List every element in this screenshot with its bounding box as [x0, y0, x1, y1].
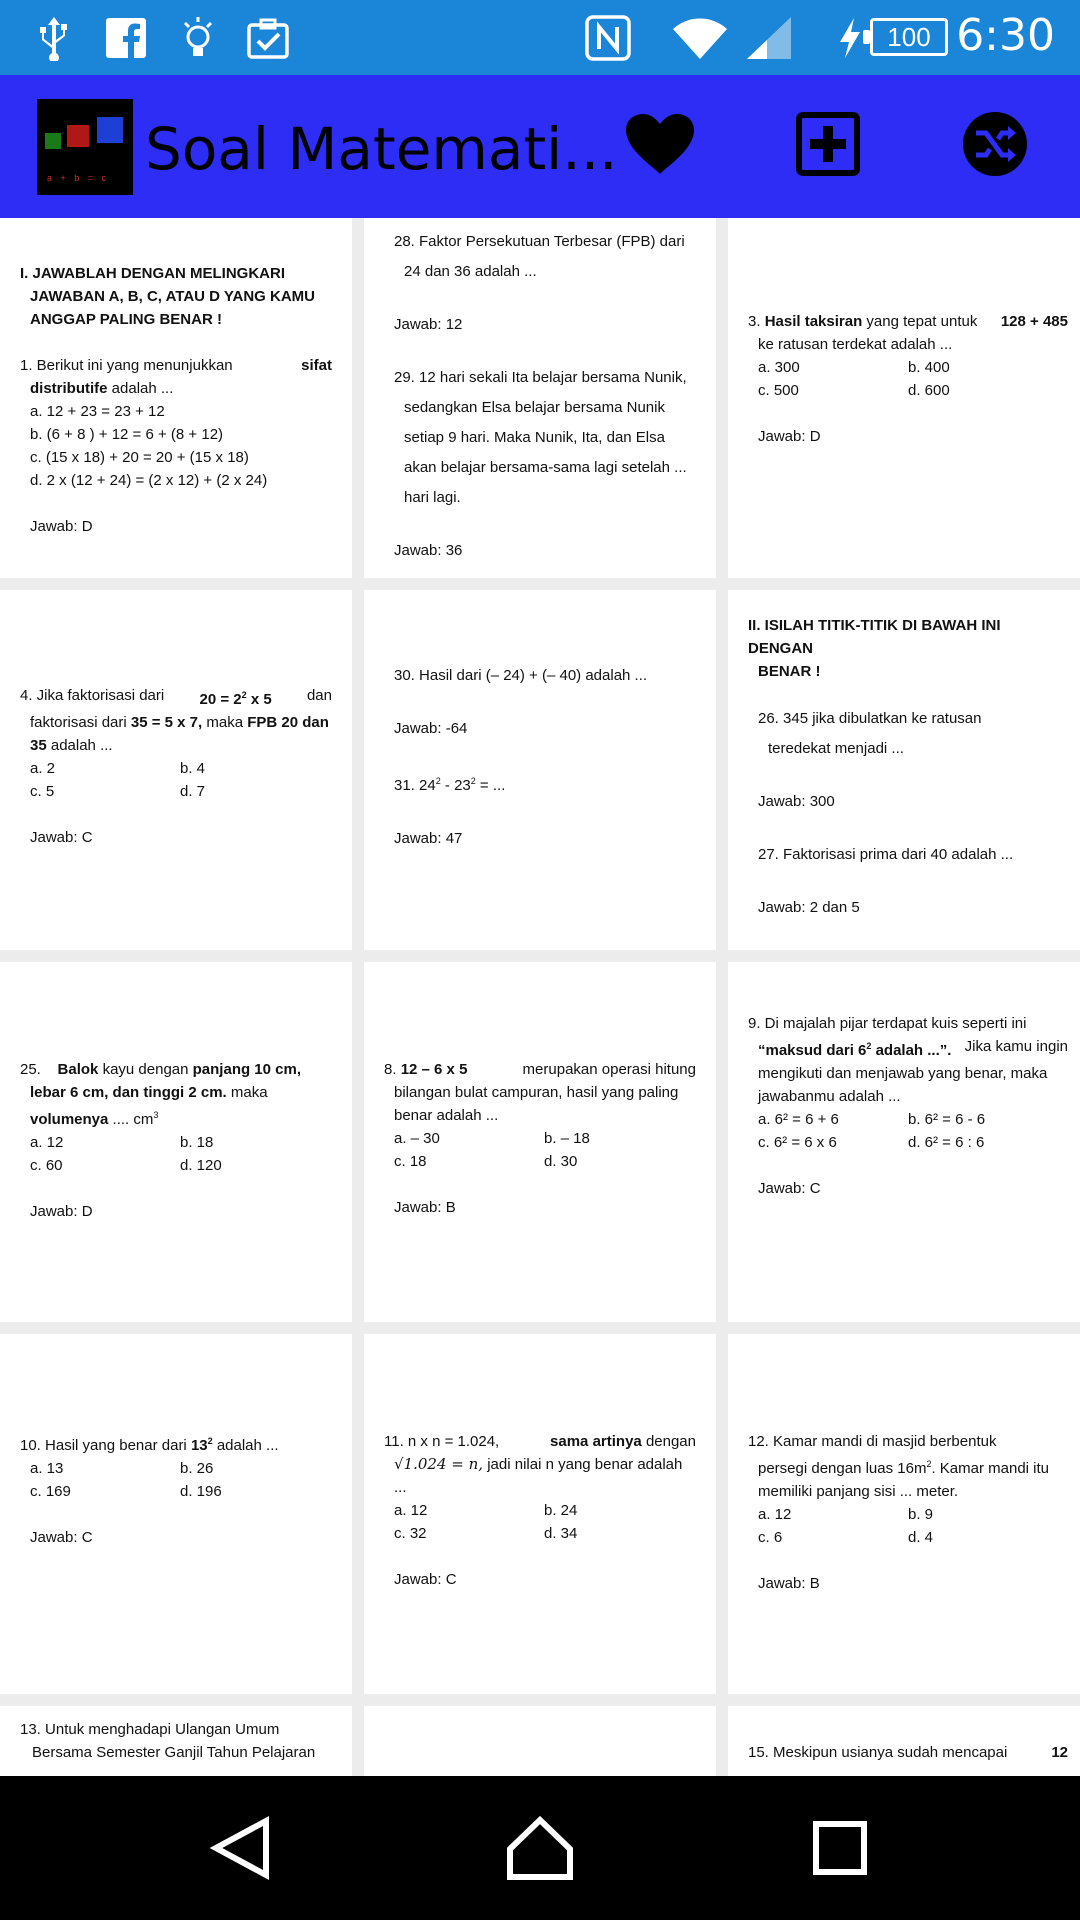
section-heading-line2: BENAR !: [758, 663, 821, 680]
navigation-bar: [0, 1776, 1080, 1920]
question-card-4[interactable]: [0, 590, 352, 950]
answer: Jawab: B: [758, 1575, 820, 1592]
question-text: persegi dengan luas 16m: [758, 1460, 927, 1477]
battery-indicator: [870, 18, 948, 56]
question-text: yang tepat untuk: [866, 313, 978, 330]
question-card-1[interactable]: [0, 218, 352, 578]
question-text-bold: 12 – 6 x 5: [400, 1061, 468, 1078]
question-grid[interactable]: [0, 218, 1080, 1776]
question-text: 31. 24: [394, 777, 436, 794]
option-c: c. 5: [30, 783, 55, 800]
question-text: bilangan bulat campuran, hasil yang paling: [394, 1084, 679, 1101]
question-text: 4. Jika faktorisasi dari: [20, 687, 165, 704]
option-b: b. – 18: [544, 1130, 590, 1147]
usb-icon: [34, 14, 74, 62]
answer: Jawab: C: [30, 1529, 93, 1546]
option-a: a. 6² = 6 + 6: [758, 1111, 839, 1128]
question-text: maka: [206, 714, 244, 731]
question-card-13[interactable]: [0, 1706, 352, 1776]
question-text-bold: volumenya: [30, 1111, 109, 1128]
question-number: 8.: [384, 1061, 397, 1078]
option-d: d. 2 x (12 + 24) = (2 x 12) + (2 x 24): [30, 472, 268, 489]
question-text-bold: lebar 6 cm, dan tinggi 2 cm.: [30, 1084, 227, 1101]
option-c: c. 32: [394, 1525, 427, 1542]
question-text: 10. Hasil yang benar dari: [20, 1437, 187, 1454]
favorite-button[interactable]: [620, 99, 700, 189]
home-button[interactable]: [495, 1806, 585, 1890]
question-text-bold: 20 = 2: [199, 691, 242, 708]
question-text: 11. n x n = 1.024,: [384, 1433, 500, 1450]
option-d: d. 7: [180, 783, 206, 800]
option-c: c. 169: [30, 1483, 71, 1500]
question-text: - 23: [440, 777, 471, 794]
superscript: 2: [866, 1041, 872, 1051]
option-c: c. 60: [30, 1157, 63, 1174]
option-c: c. 6² = 6 x 6: [758, 1134, 837, 1151]
question-25: [20, 1058, 332, 1223]
add-button[interactable]: [788, 99, 868, 189]
answer: Jawab: C: [758, 1180, 821, 1197]
section-two: [748, 614, 1068, 919]
question-text: mengikuti dan menjawab yang benar, maka: [758, 1065, 1048, 1082]
option-c: c. 18: [394, 1153, 427, 1170]
question-29-text: 29. 12 hari sekali Ita belajar bersama Nunik,: [394, 369, 687, 386]
question-text: 15. Meskipun usianya sudah mencapai: [748, 1744, 1008, 1761]
back-button[interactable]: [196, 1806, 286, 1890]
answer: Jawab: 2 dan 5: [758, 899, 860, 916]
answer: Jawab: D: [758, 428, 821, 445]
add-box-icon: [796, 112, 860, 176]
question-number: 25.: [20, 1061, 41, 1078]
section-heading: II. ISILAH TITIK-TITIK DI BAWAH INI DENGAN: [748, 617, 1001, 657]
question-text: 24 dan 36 adalah ...: [404, 263, 537, 280]
option-d: d. 30: [544, 1153, 578, 1170]
question-text: Bersama Semester Ganjil Tahun Pelajaran: [32, 1744, 316, 1761]
back-icon: [208, 1815, 274, 1881]
question-text: Jika kamu ingin: [964, 1038, 1068, 1055]
option-c: c. 500: [758, 382, 799, 399]
question-text: teredekat menjadi ...: [768, 740, 904, 757]
question-text: . Kamar mandi itu: [931, 1460, 1050, 1477]
signal-icon: [744, 14, 794, 62]
question-text: 1. Berikut ini yang menunjukkan: [20, 357, 233, 374]
question-card-3[interactable]: [728, 218, 1080, 578]
section-heading-line3: ANGGAP PALING BENAR !: [30, 311, 222, 328]
question-text-bold: distributife: [30, 380, 108, 397]
question-text: ke ratusan terdekat adalah ...: [758, 336, 953, 353]
option-b: b. 26: [180, 1460, 214, 1477]
option-a: a. – 30: [394, 1130, 440, 1147]
heart-icon: [624, 112, 696, 176]
option-c: c. 6: [758, 1529, 783, 1546]
question-card-2[interactable]: [364, 218, 716, 578]
question-text: dan: [306, 687, 332, 704]
option-a: a. 12: [394, 1502, 428, 1519]
question-9: [748, 1012, 1068, 1200]
question-15: [748, 1741, 1068, 1764]
question-text-bold: adalah ...”.: [871, 1042, 952, 1059]
question-card-14[interactable]: [364, 1706, 716, 1776]
status-bar: [0, 0, 1080, 75]
answer: Jawab: B: [394, 1199, 456, 1216]
answer: Jawab: C: [30, 829, 93, 846]
action-bar: [0, 75, 1080, 218]
question-text: maka: [230, 1084, 268, 1101]
option-d: d. 120: [180, 1157, 222, 1174]
answer: Jawab: D: [30, 518, 93, 535]
option-a: a. 2: [30, 760, 56, 777]
superscript: 3: [153, 1110, 159, 1120]
question-text: kayu dengan: [102, 1061, 189, 1078]
lightbulb-icon: [180, 14, 216, 62]
superscript: 2: [926, 1459, 932, 1469]
question-12: [748, 1430, 1068, 1595]
question-text: jadi nilai n yang benar adalah ...: [394, 1456, 683, 1496]
clock: 6:30: [956, 10, 1055, 61]
question-card-9[interactable]: [728, 962, 1080, 1322]
question-text-bold: panjang 10 cm,: [192, 1061, 302, 1078]
question-card-5[interactable]: [364, 590, 716, 950]
app-logo: [37, 99, 133, 195]
question-1: [20, 262, 332, 538]
nfc-icon: [584, 14, 632, 62]
question-26-text: 26. 345 jika dibulatkan ke ratusan: [758, 710, 982, 727]
question-card-10[interactable]: [0, 1334, 352, 1694]
question-13: [20, 1718, 332, 1764]
option-a: a. 13: [30, 1460, 64, 1477]
question-8: [384, 1058, 696, 1219]
question-text: memiliki panjang sisi ... meter.: [758, 1483, 959, 1500]
app-title: Soal Matemati...: [145, 115, 618, 183]
question-text-bold: 35 = 5 x 7,: [130, 714, 203, 731]
answer: Jawab: 36: [394, 542, 463, 559]
question-text: jawabanmu adalah ...: [758, 1088, 901, 1105]
question-text: 13. Untuk menghadapi Ulangan Umum: [20, 1721, 280, 1738]
option-b: b. 9: [908, 1506, 934, 1523]
question-text: dengan: [645, 1433, 696, 1450]
question-text-bold: x 5: [250, 691, 272, 708]
question-text-bold: 128 + 485: [1000, 313, 1068, 330]
question-text: hari lagi.: [404, 489, 461, 506]
option-d: d. 196: [180, 1483, 222, 1500]
superscript: 2: [435, 776, 441, 786]
answer: Jawab: C: [394, 1571, 457, 1588]
shuffle-icon: [962, 111, 1028, 177]
question-text: sedangkan Elsa belajar bersama Nunik: [404, 399, 665, 416]
section-heading-line2: JAWABAN A, B, C, ATAU D YANG KAMU: [30, 288, 316, 305]
question-card-11[interactable]: [364, 1334, 716, 1694]
question-text: 9. Di majalah pijar terdapat kuis seperti ini: [748, 1015, 1027, 1032]
question-30: [394, 664, 704, 850]
question-text: faktorisasi dari: [30, 714, 127, 731]
answer: Jawab: D: [30, 1203, 93, 1220]
option-d: d. 4: [908, 1529, 934, 1546]
question-text-bold: sifat: [301, 357, 332, 374]
answer: Jawab: -64: [394, 720, 468, 737]
question-text: = ...: [475, 777, 506, 794]
question-11: [384, 1430, 696, 1591]
question-text: benar adalah ...: [394, 1107, 499, 1124]
question-text-bold: 35: [30, 737, 47, 754]
question-text: 12. Kamar mandi di masjid berbentuk: [748, 1433, 997, 1450]
question-text-bold: sama artinya: [550, 1433, 642, 1450]
shuffle-button[interactable]: [955, 99, 1035, 189]
option-a: a. 12: [758, 1506, 792, 1523]
question-text-bold: “maksud dari 6: [758, 1042, 867, 1059]
question-text: 30. Hasil dari (– 24) + (– 40) adalah ...: [394, 667, 648, 684]
option-b: b. 4: [180, 760, 206, 777]
option-b: b. 6² = 6 - 6: [908, 1111, 986, 1128]
question-card-6[interactable]: [728, 590, 1080, 950]
option-a: a. 300: [758, 359, 800, 376]
superscript: 2: [207, 1436, 213, 1446]
question-card-8[interactable]: [364, 962, 716, 1322]
question-text: 28. Faktor Persekutuan Terbesar (FPB) dari: [394, 233, 685, 250]
question-text: adalah ...: [216, 1437, 279, 1454]
question-number: 3.: [748, 313, 761, 330]
option-b: b. (6 + 8 ) + 12 = 6 + (8 + 12): [30, 426, 224, 443]
option-b: b. 24: [544, 1502, 578, 1519]
question-text-bold: 12: [1051, 1744, 1068, 1761]
question-text-bold: Balok: [57, 1061, 99, 1078]
question-text: akan belajar bersama-sama lagi setelah ...: [404, 459, 687, 476]
question-text: .... cm: [112, 1111, 154, 1128]
recents-icon: [810, 1818, 870, 1878]
clipboard-check-icon: [245, 14, 291, 62]
battery-level: 100: [887, 21, 931, 52]
math-expression: √1.024 = n,: [394, 1455, 484, 1473]
option-c: c. (15 x 18) + 20 = 20 + (15 x 18): [30, 449, 249, 466]
option-b: b. 400: [908, 359, 950, 376]
question-31: [394, 770, 704, 797]
question-text: merupakan operasi hitung: [522, 1061, 696, 1078]
question-28: [394, 230, 704, 562]
answer: Jawab: 300: [758, 793, 835, 810]
answer: Jawab: 47: [394, 830, 463, 847]
recents-button[interactable]: [795, 1806, 885, 1890]
question-text-bold: 13: [190, 1437, 208, 1454]
option-a: a. 12: [30, 1134, 64, 1151]
question-text: adalah ...: [50, 737, 113, 754]
option-d: d. 34: [544, 1525, 578, 1542]
question-text-bold: FPB 20 dan: [247, 714, 329, 731]
option-d: d. 600: [908, 382, 950, 399]
option-a: a. 12 + 23 = 23 + 12: [30, 403, 165, 420]
question-text: setiap 9 hari. Maka Nunik, Ita, dan Elsa: [404, 429, 665, 446]
superscript: 2: [470, 776, 476, 786]
answer: Jawab: 12: [394, 316, 463, 333]
question-27-text: 27. Faktorisasi prima dari 40 adalah ...: [758, 846, 1014, 863]
question-3: [748, 310, 1068, 448]
question-text-bold: Hasil taksiran: [764, 313, 863, 330]
facebook-icon: [104, 14, 148, 62]
superscript: 2: [241, 690, 247, 700]
question-4: [20, 684, 332, 849]
question-card-12[interactable]: [728, 1334, 1080, 1694]
question-10: [20, 1430, 332, 1549]
option-b: b. 18: [180, 1134, 214, 1151]
question-card-15[interactable]: [728, 1706, 1080, 1776]
question-text: adalah ...: [111, 380, 174, 397]
logo-text: a + b = c: [47, 173, 110, 183]
charging-icon: [835, 14, 865, 62]
section-heading: I. JAWABLAH DENGAN MELINGKARI: [20, 265, 286, 282]
wifi-icon: [670, 14, 730, 62]
home-icon: [504, 1815, 576, 1881]
option-d: d. 6² = 6 : 6: [908, 1134, 985, 1151]
question-card-7[interactable]: [0, 962, 352, 1322]
